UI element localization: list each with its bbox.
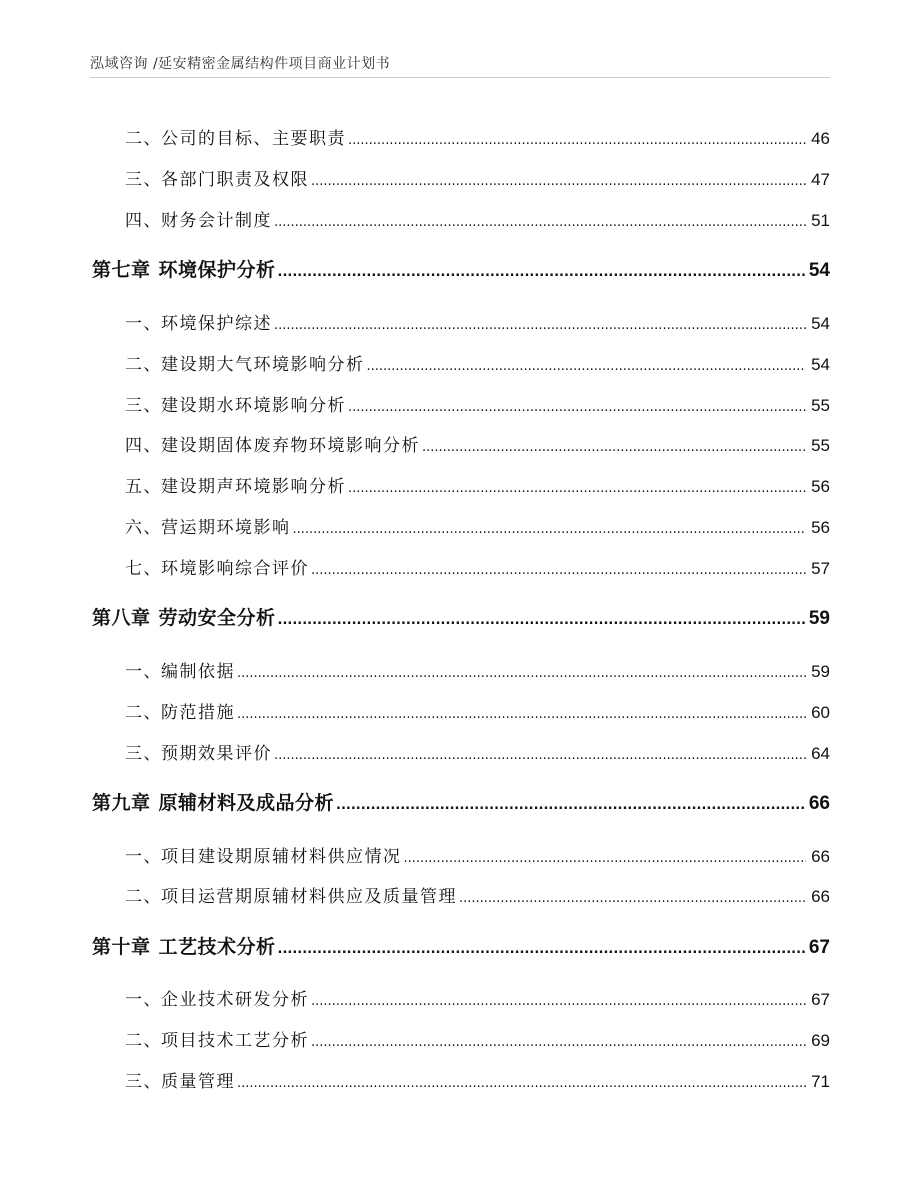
toc-chapter-number: 第七章 <box>92 259 151 281</box>
toc-entry-page: 64 <box>811 744 830 763</box>
toc-entry-page: 66 <box>811 847 830 866</box>
toc-entry[interactable] <box>92 391 830 416</box>
toc-entry-page: 59 <box>811 662 830 681</box>
dot-leader <box>274 215 806 230</box>
dot-leader <box>459 891 806 906</box>
toc-entry-page: 56 <box>811 518 830 537</box>
toc-entry[interactable] <box>92 698 830 723</box>
dot-leader <box>348 481 806 496</box>
toc-entry[interactable] <box>92 472 830 497</box>
toc-chapter-number: 第十章 <box>92 936 151 958</box>
toc-entry-page: 67 <box>811 990 830 1009</box>
toc-entry-number: 六、 <box>125 518 162 538</box>
toc-entry-number: 一、 <box>125 847 162 867</box>
toc-entry-page: 71 <box>811 1072 830 1091</box>
dot-leader <box>237 1076 806 1091</box>
toc-entry[interactable] <box>92 165 830 190</box>
toc-entry-number: 三、 <box>125 396 162 416</box>
toc-entry-page: 66 <box>811 887 830 906</box>
toc-entry-page: 55 <box>811 436 830 455</box>
toc-entry-title: 财务会计制度 <box>161 211 272 231</box>
toc-chapter-page: 59 <box>808 608 830 629</box>
toc-entry-title: 预期效果评价 <box>161 744 272 764</box>
toc-entry-title: 建设期水环境影响分析 <box>161 396 346 416</box>
toc-entry-number: 二、 <box>125 1031 162 1051</box>
toc-entry-title: 防范措施 <box>161 703 235 723</box>
toc-entry-title: 建设期声环境影响分析 <box>161 477 346 497</box>
dot-leader <box>348 400 806 415</box>
toc-chapter-page: 66 <box>808 793 830 814</box>
toc-entry-page: 69 <box>811 1031 830 1050</box>
dot-leader <box>311 563 806 578</box>
toc-entry-number: 一、 <box>125 662 162 682</box>
toc-entry-number: 七、 <box>125 559 162 579</box>
dot-leader <box>422 440 806 455</box>
toc-entry[interactable] <box>92 1067 830 1092</box>
dot-leader <box>237 666 806 681</box>
toc-entry[interactable] <box>92 739 830 764</box>
dot-leader <box>336 798 806 813</box>
toc-entry-number: 一、 <box>125 314 162 334</box>
toc-chapter-entry[interactable] <box>92 932 830 959</box>
dot-leader <box>278 265 806 280</box>
toc-entry-title: 项目技术工艺分析 <box>161 1031 309 1051</box>
toc-entry-title: 环境影响综合评价 <box>161 559 309 579</box>
toc-entry[interactable] <box>92 842 830 867</box>
toc-entry-page: 55 <box>811 396 830 415</box>
dot-leader <box>278 613 806 628</box>
toc-entry-number: 五、 <box>125 477 162 497</box>
toc-entry[interactable] <box>92 124 830 149</box>
toc-chapter-number: 第八章 <box>92 607 151 629</box>
toc-entry-number: 三、 <box>125 744 162 764</box>
toc-chapter-number: 第九章 <box>92 792 151 814</box>
toc-chapter-page: 67 <box>808 937 830 958</box>
toc-chapter-title: 工艺技术分析 <box>158 936 276 958</box>
toc-entry-number: 二、 <box>125 355 162 375</box>
toc-entry-page: 57 <box>811 559 830 578</box>
toc-entry-page: 54 <box>811 314 830 333</box>
toc-entry[interactable] <box>92 206 830 231</box>
running-header: 泓域咨询 /延安精密金属结构件项目商业计划书 <box>90 56 391 72</box>
toc-entry-title: 企业技术研发分析 <box>161 990 309 1010</box>
dot-leader <box>367 359 807 374</box>
toc-chapter-entry[interactable] <box>92 603 830 630</box>
toc-entry-page: 51 <box>811 211 830 230</box>
toc-entry-number: 四、 <box>125 436 162 456</box>
toc-chapter-title: 环境保护分析 <box>158 259 276 281</box>
toc-entry-title: 各部门职责及权限 <box>161 170 309 190</box>
toc-chapter-title: 原辅材料及成品分析 <box>158 792 335 814</box>
toc-entry[interactable] <box>92 1026 830 1051</box>
toc-entry-page: 46 <box>811 129 830 148</box>
dot-leader <box>311 1035 806 1050</box>
toc-chapter-title: 劳动安全分析 <box>158 607 276 629</box>
toc-chapter-page: 54 <box>808 260 830 281</box>
toc-entry[interactable] <box>92 554 830 579</box>
toc-entry[interactable] <box>92 657 830 682</box>
toc-entry-number: 三、 <box>125 1072 162 1092</box>
toc-entry-number: 二、 <box>125 129 162 149</box>
dot-leader <box>293 522 807 537</box>
toc-entry-title: 质量管理 <box>161 1072 235 1092</box>
toc-entry-title: 公司的目标、主要职责 <box>161 129 346 149</box>
toc-chapter-entry[interactable] <box>92 255 830 282</box>
dot-leader <box>311 994 806 1009</box>
toc-entry-title: 建设期大气环境影响分析 <box>161 355 365 375</box>
toc-entry-number: 四、 <box>125 211 162 231</box>
toc-entry[interactable] <box>92 309 830 334</box>
toc-entry-page: 54 <box>811 355 830 374</box>
dot-leader <box>274 748 806 763</box>
toc-entry-title: 营运期环境影响 <box>161 518 291 538</box>
toc-entry-number: 二、 <box>125 703 162 723</box>
dot-leader <box>348 133 806 148</box>
toc-entry-number: 三、 <box>125 170 162 190</box>
toc-chapter-entry[interactable] <box>92 788 830 815</box>
dot-leader <box>404 851 807 866</box>
toc-entry-title: 编制依据 <box>161 662 235 682</box>
dot-leader <box>311 174 806 189</box>
toc-entry-page: 60 <box>811 703 830 722</box>
toc-entry-number: 一、 <box>125 990 162 1010</box>
toc-entry[interactable] <box>92 350 830 375</box>
toc-entry-page: 47 <box>811 170 830 189</box>
toc-entry-title: 项目运营期原辅材料供应及质量管理 <box>161 887 457 907</box>
dot-leader <box>237 707 806 722</box>
toc-entry-title: 建设期固体废弃物环境影响分析 <box>161 436 420 456</box>
toc-entry[interactable] <box>92 882 830 907</box>
toc-entry[interactable] <box>92 985 830 1010</box>
toc-entry-title: 环境保护综述 <box>161 314 272 334</box>
dot-leader <box>278 942 806 957</box>
toc-entry[interactable] <box>92 513 830 538</box>
toc-entry[interactable] <box>92 431 830 456</box>
toc-entry-page: 56 <box>811 477 830 496</box>
toc-entry-number: 二、 <box>125 887 162 907</box>
toc-entry-title: 项目建设期原辅材料供应情况 <box>161 847 402 867</box>
dot-leader <box>274 318 806 333</box>
